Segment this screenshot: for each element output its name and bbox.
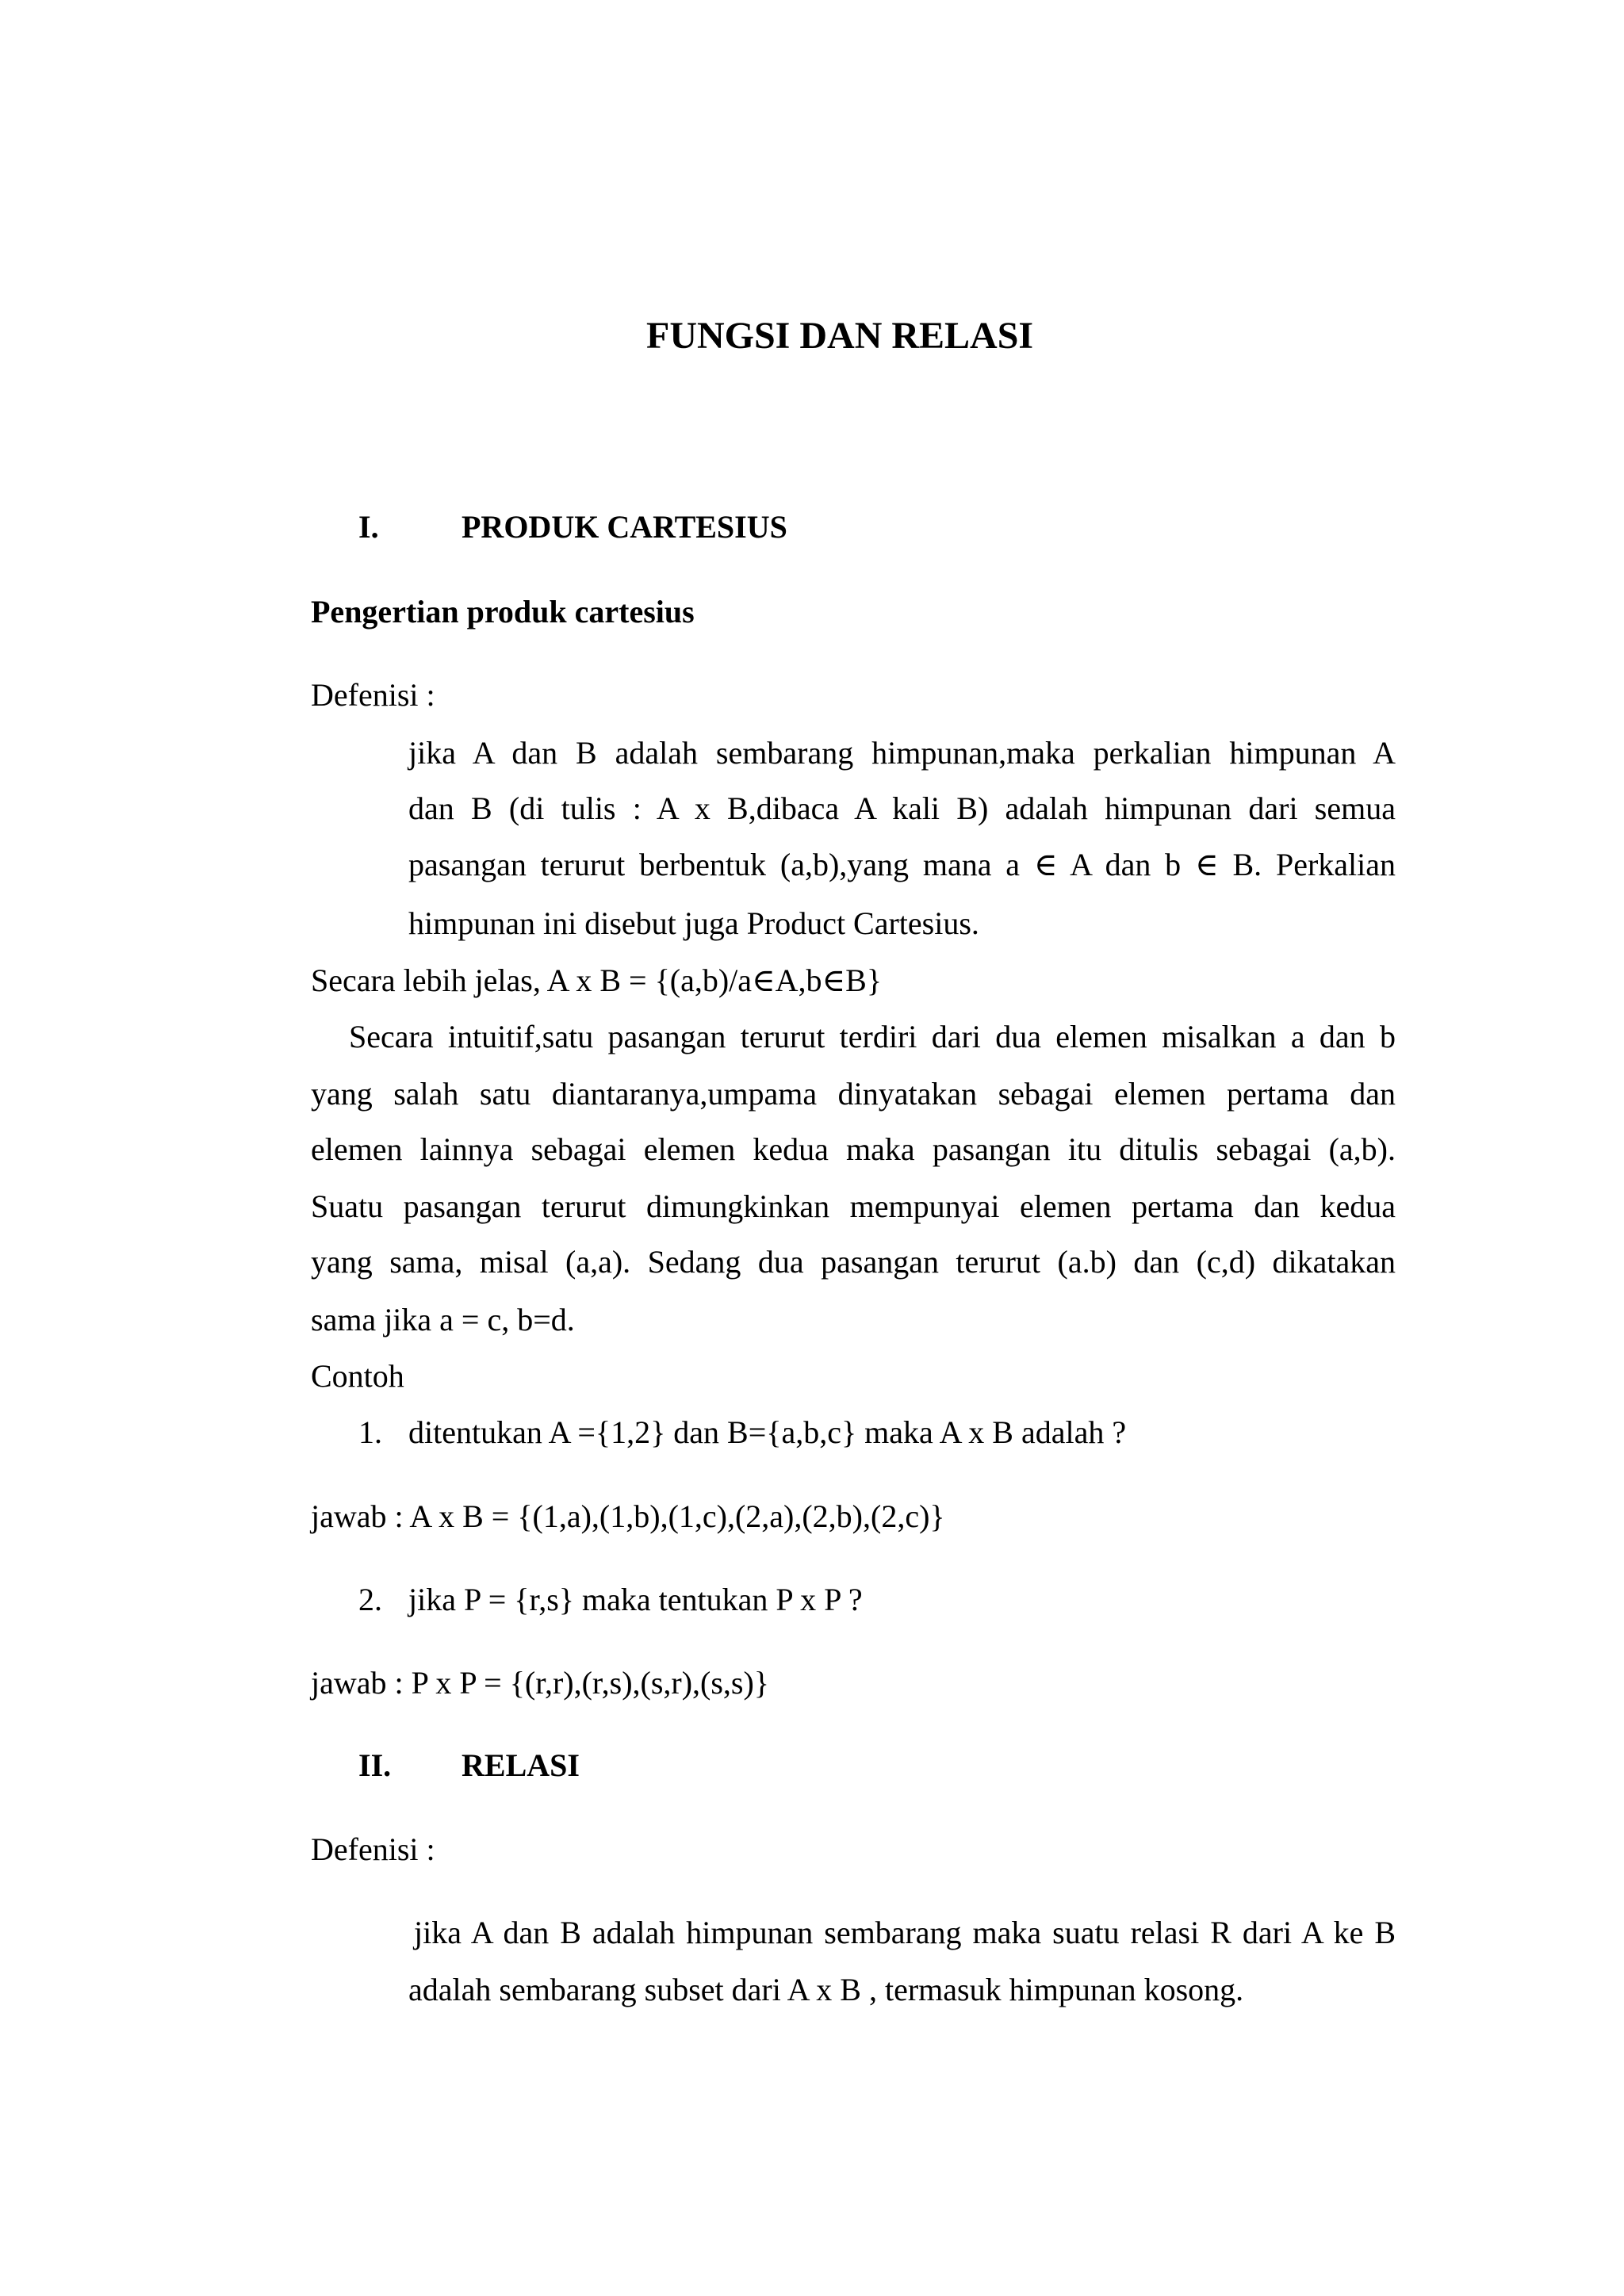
definition-line: dan B (di tulis : A x B,dibaca A kali B) adalah himpunan dari semua [408,790,1396,826]
example-number: 2. [358,1582,382,1617]
section-2-number: II. [358,1747,392,1783]
formula-line: Secara lebih jelas, A x B = {(a,b)/a∈A,b∈B} [311,962,883,998]
paragraph-line: yang sama, misal (a,a). Sedang dua pasangan terurut (a.b) dan (c,d) dikatakan [311,1244,1396,1280]
definition-line: himpunan ini disebut juga Product Cartesius. [408,905,979,941]
definition-line: jika A dan B adalah himpunan sembarang maka suatu relasi R dari A ke B [414,1915,1396,1950]
section-1-subheading: Pengertian produk cartesius [311,594,695,629]
page-title: FUNGSI DAN RELASI [646,315,1034,357]
definition-line: pasangan terurut berbentuk (a,b),yang mana a ∈ A dan b ∈ B. Perkalian [408,847,1396,882]
paragraph-line: sama jika a = c, b=d. [311,1302,575,1337]
example-question: jika P = {r,s} maka tentukan P x P ? [408,1582,863,1617]
section-1-heading: PRODUK CARTESIUS [462,509,787,545]
example-answer: jawab : A x B = {(1,a),(1,b),(1,c),(2,a),(2,b),(2,c)} [311,1498,945,1534]
section-1-number: I. [358,509,379,545]
section-2-heading: RELASI [462,1747,580,1783]
definition-label: Defenisi : [311,677,435,713]
example-answer: jawab : P x P = {(r,r),(r,s),(s,r),(s,s)} [311,1665,770,1701]
definition-line: adalah sembarang subset dari A x B , termasuk himpunan kosong. [408,1972,1244,2007]
definition-label: Defenisi : [311,1831,435,1867]
definition-line: jika A dan B adalah sembarang himpunan,maka perkalian himpunan A [408,735,1396,771]
example-label: Contoh [311,1358,404,1394]
example-number: 1. [358,1414,382,1450]
paragraph-line: yang salah satu diantaranya,umpama dinyatakan sebagai elemen pertama dan [311,1076,1396,1112]
example-question: ditentukan A ={1,2} dan B={a,b,c} maka A x B adalah ? [408,1414,1127,1450]
paragraph-line: elemen lainnya sebagai elemen kedua maka pasangan itu ditulis sebagai (a,b). [311,1131,1396,1167]
paragraph-line: Suatu pasangan terurut dimungkinkan mempunyai elemen pertama dan kedua [311,1188,1396,1224]
paragraph-line: Secara intuitif,satu pasangan terurut terdiri dari dua elemen misalkan a dan b [349,1019,1396,1054]
